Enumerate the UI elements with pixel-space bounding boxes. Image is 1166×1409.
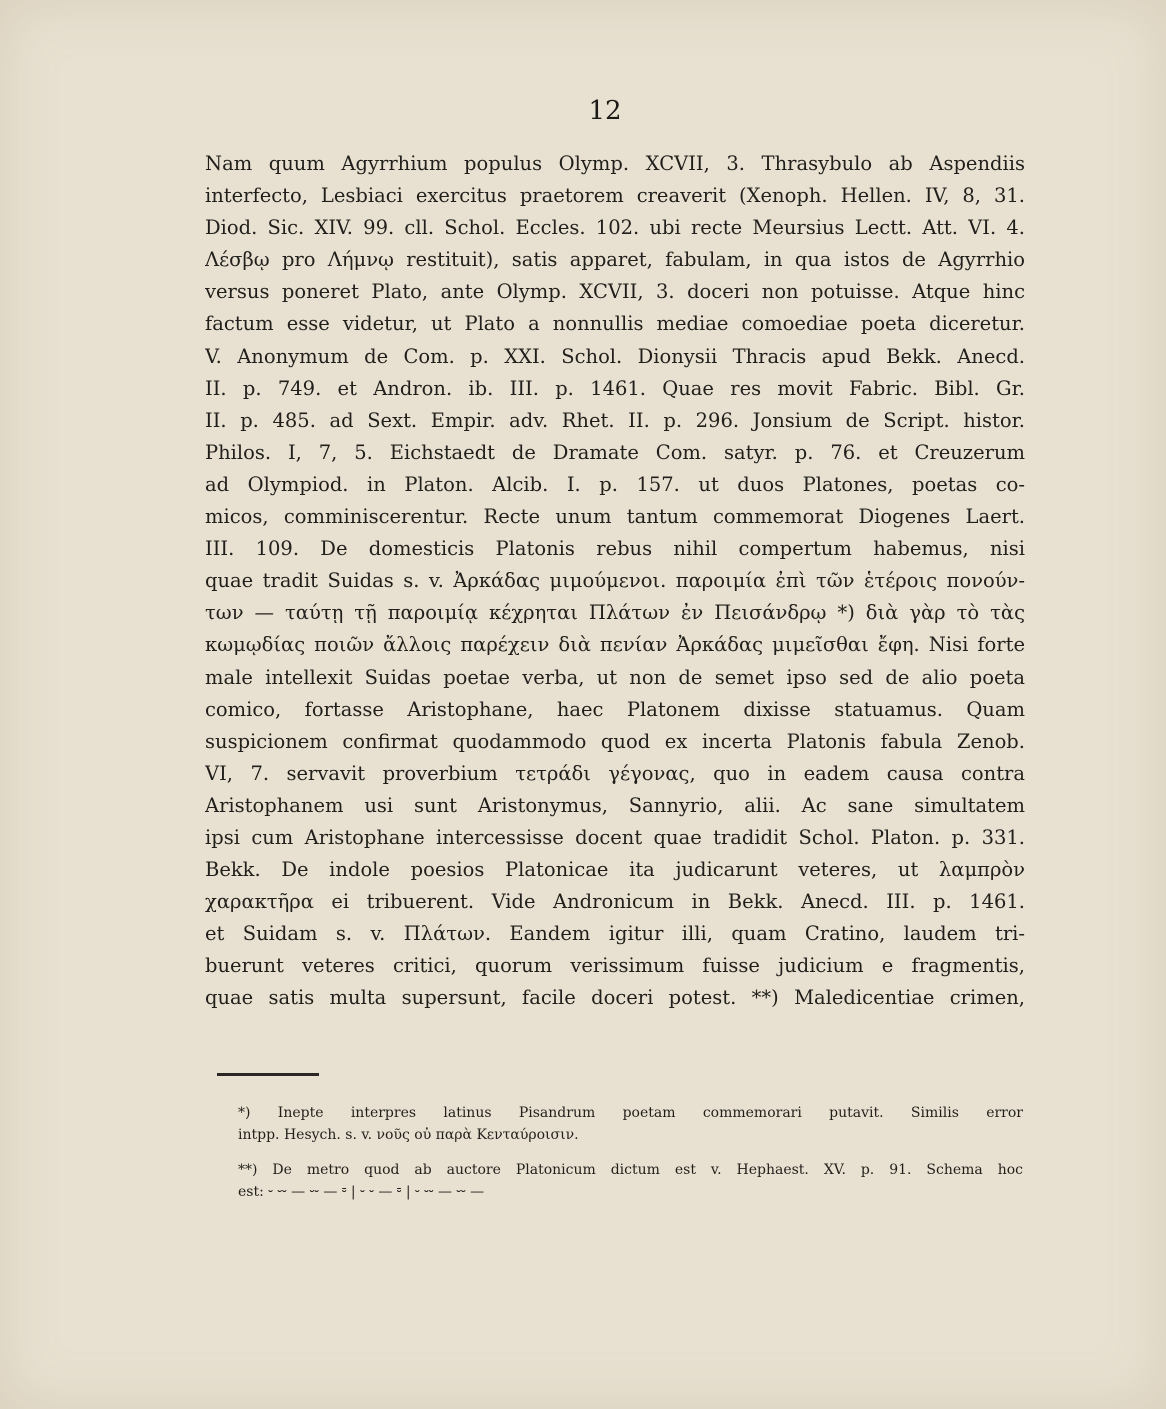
text-line: ad Olympiod. in Platon. Alcib. I. p. 157. ut duos Platones, poetas co-	[205, 472, 1025, 496]
text-line: buerunt veteres critici, quorum verissimum fuisse judicium e fragmentis,	[205, 954, 1025, 978]
text-line: versus poneret Plato, ante Olymp. XCVII, 3. doceri non potuisse. Atque hinc	[205, 280, 1025, 304]
footnote-line: est: ⏑ ⏑⏑ — ⏑⏑ — ⏒ | ⏑ ⏑ — ⏒ | ⏑ ⏑⏑ — ⏑⏑ —	[238, 1184, 485, 1200]
text-line: χαρακτῆρα ei tribuerent. Vide Andronicum in Bekk. Anecd. III. p. 1461.	[205, 890, 1025, 914]
text-line: factum esse videtur, ut Plato a nonnullis mediae comoediae poeta diceretur.	[205, 312, 1025, 336]
text-line: quae tradit Suidas s. v. Ἀρκάδας μιμούμενοι. παροιμία ἐπὶ τῶν ἑτέροις πονούν-	[205, 569, 1025, 593]
text-line: II. p. 749. et Andron. ib. III. p. 1461. Quae res movit Fabric. Bibl. Gr.	[205, 376, 1025, 400]
text-line: Diod. Sic. XIV. 99. cll. Schol. Eccles. 102. ubi recte Meursius Lectt. Att. VI. 4.	[205, 216, 1025, 240]
main-text	[205, 148, 1025, 1015]
page-number: 12	[588, 96, 622, 126]
text-line: interfecto, Lesbiaci exercitus praetorem creaverit (Xenoph. Hellen. IV, 8, 31.	[205, 184, 1025, 208]
text-line: ipsi cum Aristophane intercessisse docent quae tradidit Schol. Platon. p. 331.	[205, 825, 1025, 849]
text-line: Nam quum Agyrrhium populus Olymp. XCVII, 3. Thrasybulo ab Aspendiis	[205, 152, 1025, 175]
text-line: et Suidam s. v. Πλάτων. Eandem igitur illi, quam Cratino, laudem tri-	[205, 922, 1025, 946]
text-line: comico, fortasse Aristophane, haec Platonem dixisse statuamus. Quam	[205, 697, 1025, 721]
text-line: suspicionem confirmat quodammodo quod ex incerta Platonis fabula Zenob.	[205, 729, 1025, 753]
text-line: VI, 7. servavit proverbium τετράδι γέγονας, quo in eadem causa contra	[205, 761, 1025, 785]
footnote-line: **) De metro quod ab auctore Platonicum dictum est v. Hephaest. XV. p. 91. Schema hoc	[238, 1162, 1023, 1178]
text-line: Philos. I, 7, 5. Eichstaedt de Dramate Com. satyr. p. 76. et Creuzerum	[205, 440, 1025, 464]
footnote-divider	[217, 1073, 319, 1076]
text-line: male intellexit Suidas poetae verba, ut non de semet ipso sed de alio poeta	[205, 665, 1025, 689]
footnote-line: *) Inepte interpres latinus Pisandrum poetam commemorari putavit. Similis error	[238, 1105, 1023, 1121]
text-line: V. Anonymum de Com. p. XXI. Schol. Dionysii Thracis apud Bekk. Anecd.	[205, 344, 1025, 368]
text-line: III. 109. De domesticis Platonis rebus nihil compertum habemus, nisi	[205, 537, 1025, 561]
text-line: Λέσβῳ pro Λήμνῳ restituit), satis apparet, fabulam, in qua istos de Agyrrhio	[205, 248, 1025, 272]
text-line: κωμῳδίας ποιῶν ἄλλοις παρέχειν διὰ πενίαν Ἀρκάδας μιμεῖσθαι ἔφη. Nisi forte	[205, 633, 1025, 657]
text-line: Aristophanem usi sunt Aristonymus, Sannyrio, alii. Ac sane simultatem	[205, 793, 1025, 817]
footnote-line: intpp. Hesych. s. v. νοῦς οὐ παρὰ Κενταύροισιν.	[238, 1127, 579, 1143]
text-line: των — ταύτῃ τῇ παροιμίᾳ κέχρηται Πλάτων ἐν Πεισάνδρῳ *) διὰ γὰρ τὸ τὰς	[205, 601, 1025, 625]
text-line: quae satis multa supersunt, facile doceri potest. **) Maledicentiae crimen,	[205, 986, 1025, 1010]
text-line: II. p. 485. ad Sext. Empir. adv. Rhet. II. p. 296. Jonsium de Script. histor.	[205, 408, 1025, 432]
text-line: Bekk. De indole poesios Platonicae ita judicarunt veteres, ut λαμπρὸν	[205, 858, 1025, 882]
text-line: micos, comminiscerentur. Recte unum tantum commemorat Diogenes Laert.	[205, 505, 1025, 529]
footnotes	[238, 1102, 1023, 1203]
